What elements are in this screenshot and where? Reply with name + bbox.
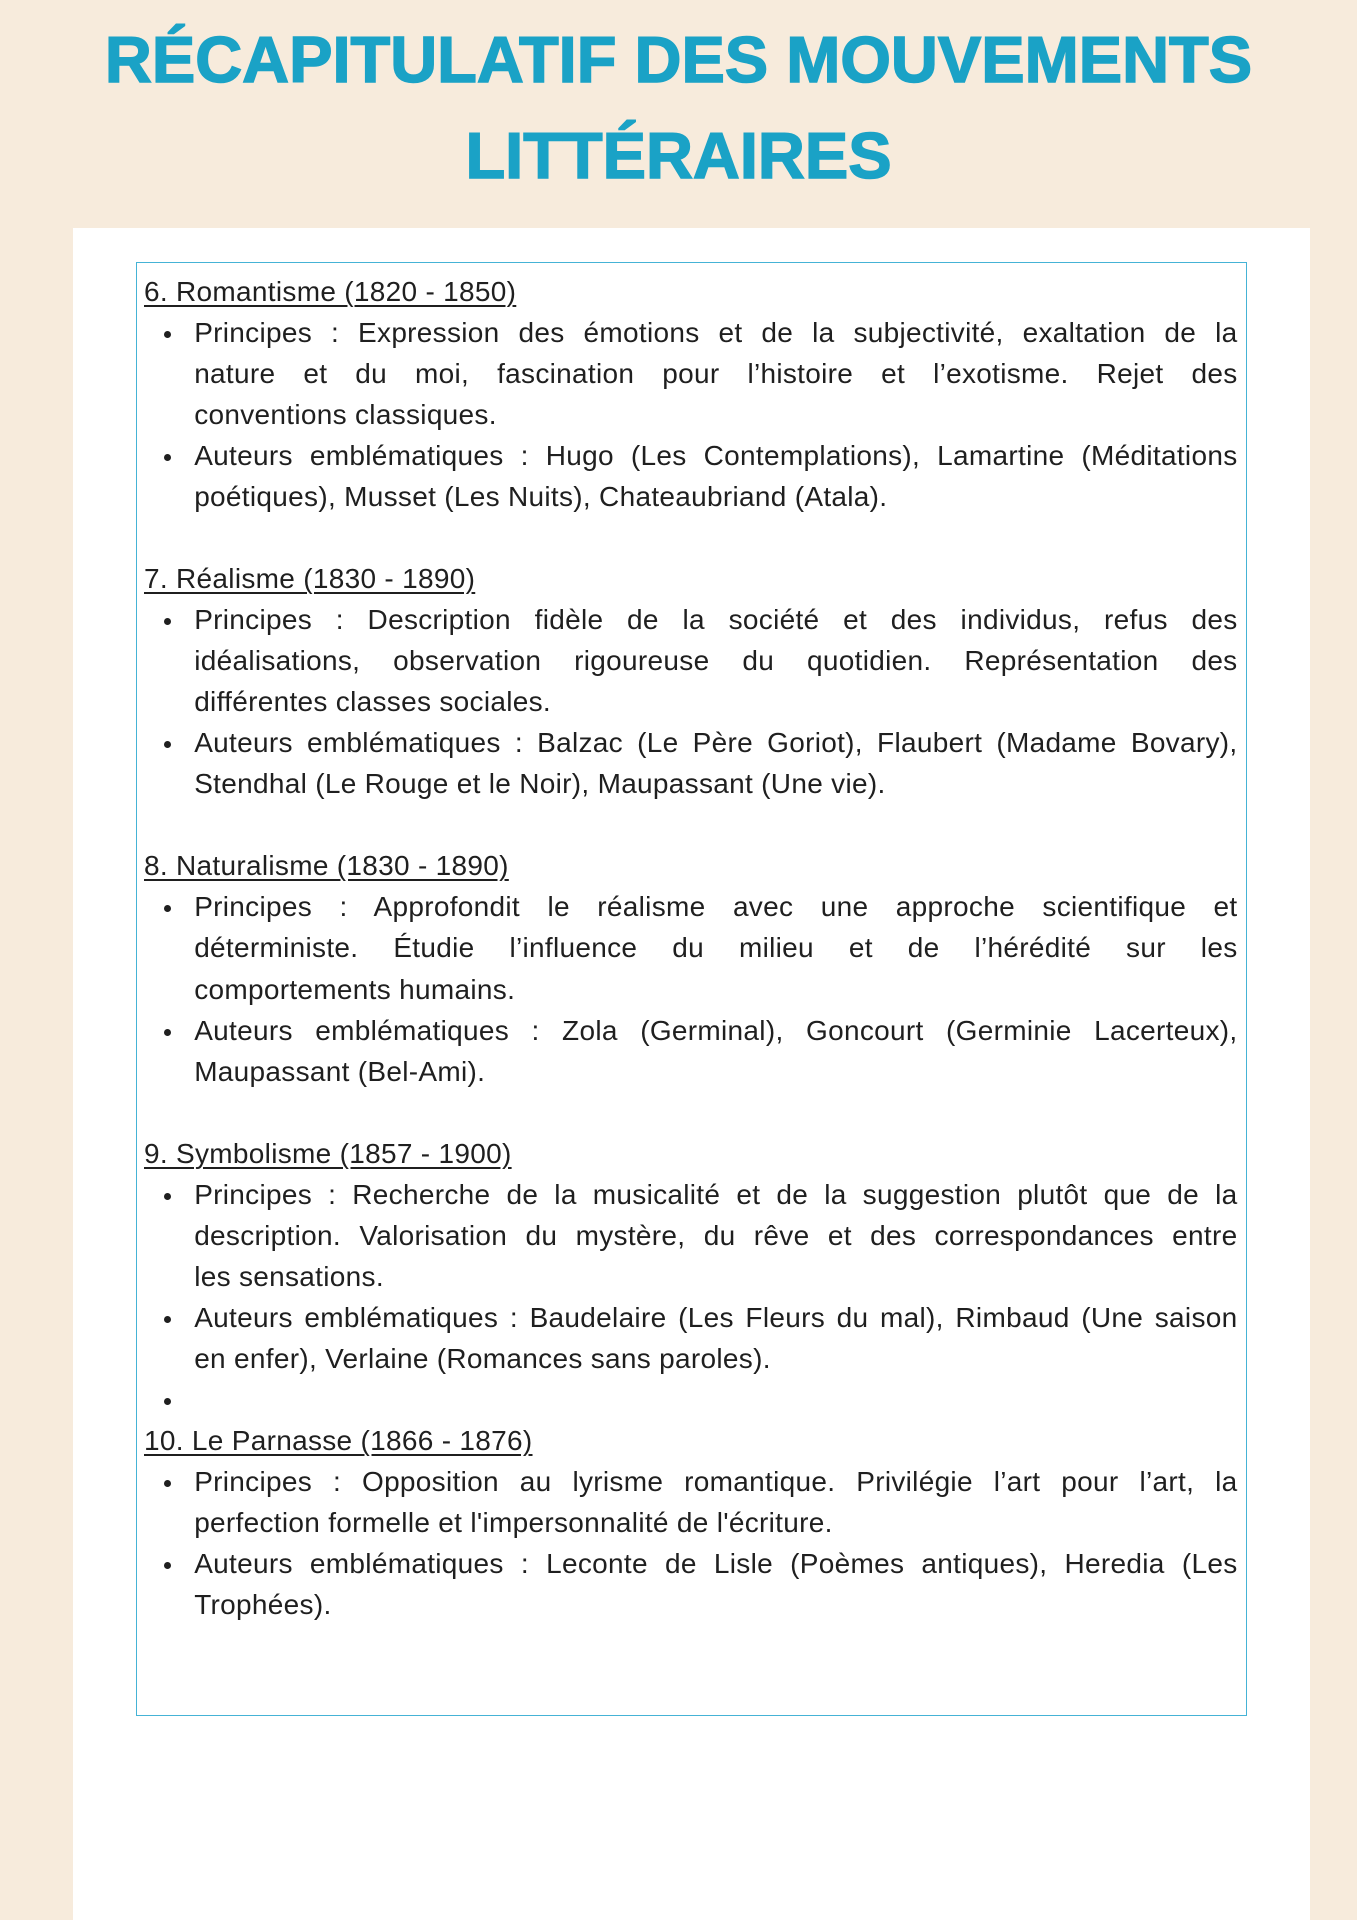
list-item-line: Auteurs emblématiques : Zola (Germinal), Goncourt (Germinie Lacerteux), [194,1014,1238,1046]
list-item-line: comportements humains. [194,973,516,1005]
list-item-principes [144,1174,1238,1297]
list-item-line: Principes : Approfondit le réalisme avec une approche scientifique et [194,891,1238,923]
bullet-icon [164,1562,171,1569]
section-heading-text: 6. Romantisme (1820 - 1850) [144,275,517,307]
list-item-line: Auteurs emblématiques : Baudelaire (Les Fleurs du mal), Rimbaud (Une saison [194,1302,1238,1334]
list-item-empty [144,1379,1238,1420]
list-item-auteurs [144,1297,1238,1379]
section-heading [144,1420,1238,1461]
list-item-line: Trophées). [194,1589,332,1621]
section-heading [144,271,1238,312]
bullet-icon [164,741,171,748]
section-heading-text: 7. Réalisme (1830 - 1890) [144,562,476,594]
bullet-icon [164,1193,171,1200]
section-symbolisme [144,1133,1238,1420]
list-item-line: perfection formelle et l'impersonnalité de l'écriture. [194,1507,833,1539]
section-naturalisme [144,845,1238,1091]
list-item-line: Maupassant (Bel-Ami). [194,1055,486,1087]
list-item-auteurs [144,1543,1238,1625]
list-item-line: poétiques), Musset (Les Nuits), Chateaubriand (Atala). [194,480,888,512]
list-item-line: Stendhal (Le Rouge et le Noir), Maupassant (Une vie). [194,768,886,800]
list-item-line: Principes : Description fidèle de la société et des individus, refus des [194,603,1238,635]
bullet-icon [164,1480,171,1487]
list-item-principes [144,599,1238,722]
list-item-line: différentes classes sociales. [194,686,551,718]
section-parnasse [144,1420,1238,1625]
list-item-auteurs [144,1010,1238,1092]
list-item-line: nature et du moi, fascination pour l’histoire et l’exotisme. Rejet des [194,357,1238,389]
section-heading [144,1133,1238,1174]
list-item-line: déterministe. Étudie l’influence du milieu et de l’hérédité sur les [194,932,1238,964]
section-heading-text: 9. Symbolisme (1857 - 1900) [144,1137,512,1169]
list-item-line [194,1379,1237,1420]
list-item-line: description. Valorisation du mystère, du rêve et des correspondances entre [194,1219,1238,1251]
movements-box [136,262,1247,1716]
bullet-icon [164,1398,171,1405]
list-item-line: Auteurs emblématiques : Balzac (Le Père Goriot), Flaubert (Madame Bovary), [194,727,1238,759]
section-realisme [144,558,1238,804]
list-item-line: les sensations. [194,1260,384,1292]
list-item-line: Auteurs emblématiques : Leconte de Lisle (Poèmes antiques), Heredia (Les [194,1548,1238,1580]
list-item-auteurs [144,435,1238,517]
page-title: RÉCAPITULATIF DES MOUVEMENTS LITTÉRAIRES [104,23,1253,192]
list-item-line: Principes : Recherche de la musicalité et de la suggestion plutôt que de la [194,1178,1238,1210]
list-item-line: idéalisations, observation rigoureuse du quotidien. Représentation des [194,645,1238,677]
section-heading-text: 8. Naturalisme (1830 - 1890) [144,850,509,882]
bullet-icon [164,618,171,625]
bullet-icon [164,331,171,338]
bullet-icon [164,454,171,461]
list-item-principes [144,886,1238,1009]
section-heading [144,558,1238,599]
list-item-line: en enfer), Verlaine (Romances sans paroles). [194,1343,771,1375]
list-item-line: Principes : Opposition au lyrisme romantique. Privilégie l’art pour l’art, la [194,1466,1238,1498]
list-item-principes [144,312,1238,435]
section-romantisme [144,271,1238,517]
bullet-icon [164,1029,171,1036]
bullet-icon [164,1316,171,1323]
list-item-auteurs [144,722,1238,804]
bullet-icon [164,905,171,912]
list-item-line: Auteurs emblématiques : Hugo (Les Contemplations), Lamartine (Méditations [194,439,1238,471]
section-heading-text: 10. Le Parnasse (1866 - 1876) [144,1425,533,1457]
list-item-principes [144,1461,1238,1543]
list-item-line: Principes : Expression des émotions et de la subjectivité, exaltation de la [194,316,1238,348]
section-heading [144,845,1238,886]
list-item-line: conventions classiques. [194,398,497,430]
content-panel [73,228,1310,1920]
